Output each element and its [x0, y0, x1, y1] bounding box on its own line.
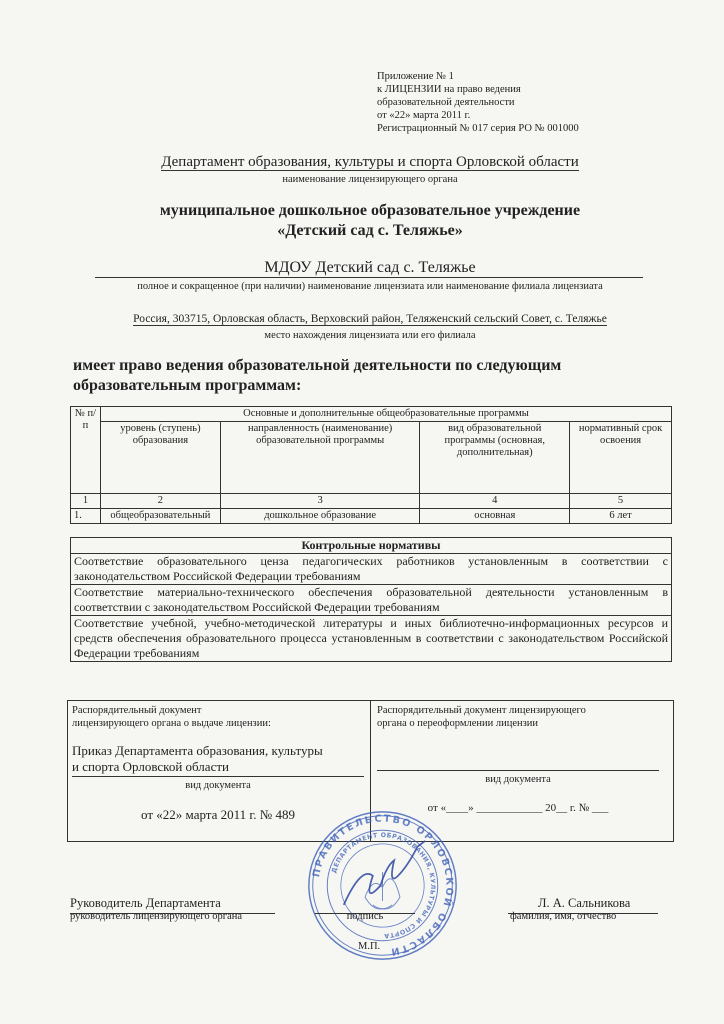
- index-cell: 4: [420, 494, 570, 509]
- issue-doc-underline: [72, 776, 364, 777]
- appendix-line: от «22» марта 2011 г.: [377, 110, 471, 121]
- licensing-org-name: [70, 154, 670, 171]
- issue-doc-title-line: лицензирующего органа о выдаче лицензии:: [72, 718, 271, 729]
- reissue-doc-caption: вид документа: [485, 774, 551, 785]
- rights-heading: [73, 356, 693, 396]
- index-cell: 1: [71, 494, 101, 509]
- appendix-line: к ЛИЦЕНЗИИ на право ведения: [377, 84, 521, 95]
- name-caption: фамилия, имя, отчество: [510, 911, 617, 922]
- issue-doc-name-line: Приказ Департамента образования, культуры: [72, 743, 323, 758]
- column-header-direction: направленность (наименование) образовательной программы: [220, 422, 420, 494]
- norm-item: Соответствие образовательного ценза педагогических работников установленным в соответствии с законодательством Российской Федерации требованиям: [71, 554, 672, 585]
- issue-doc-name: [72, 743, 368, 775]
- index-cell: 3: [220, 494, 420, 509]
- appendix-line: Регистрационный № 017 серия РО № 001000: [377, 123, 579, 134]
- institution-name: [60, 201, 680, 241]
- index-cell: 2: [100, 494, 220, 509]
- reissue-doc-title-line: Распорядительный документ лицензирующего: [377, 705, 586, 716]
- reissue-doc-date: от «____» ____________ 20__ г. № ___: [427, 802, 609, 814]
- table-row: [71, 509, 672, 524]
- issue-doc-title-line: Распорядительный документ: [72, 705, 202, 716]
- table-cell: общеобразовательный: [100, 509, 220, 524]
- appendix-line: образовательной деятельности: [377, 97, 515, 108]
- table-cell: 1.: [71, 509, 101, 524]
- licensee-address: [70, 313, 670, 325]
- stamp-place-label: М.П.: [358, 941, 381, 952]
- num-header-cell: № п/п: [71, 407, 101, 494]
- seal-inner-text: ДЕПАРТАМЕНТ ОБРАЗОВАНИЯ, КУЛЬТУРЫ И СПОРТА: [330, 832, 436, 939]
- column-header-term: нормативный срок освоения: [570, 422, 672, 494]
- signer-position: Руководитель Департамента: [70, 896, 221, 910]
- address-caption: место нахождения лицензиата или его филиала: [264, 330, 476, 341]
- seal-outer-text: ПРАВИТЕЛЬСТВО ОРЛОВСКОЙ ОБЛАСТИ: [311, 813, 455, 958]
- short-name-underline: [95, 277, 643, 278]
- table-cell: дошкольное образование: [220, 509, 420, 524]
- norm-item: Соответствие материально-технического обеспечения образовательной деятельности установленным в соответствии с законодательством Российской Федерации требованиям: [71, 585, 672, 616]
- reissue-doc-underline: [377, 770, 659, 771]
- issue-doc-name-line: и спорта Орловской области: [72, 759, 229, 774]
- norms-header: Контрольные нормативы: [71, 538, 672, 554]
- issue-doc-date: от «22» марта 2011 г. № 489: [141, 807, 295, 822]
- institution-line: «Детский сад с. Теляжье»: [277, 222, 463, 239]
- norm-item: Соответствие учебной, учебно-методической литературы и иных библиотечно-информационных ресурсов и средств обеспечения образовательного процесса установленным в соответствии с законодательством Российской Федерации требованиям: [71, 616, 672, 662]
- column-header-level: уровень (ступень) образования: [100, 422, 220, 494]
- appendix-line: Приложение № 1: [377, 71, 454, 82]
- institution-line: муниципальное дошкольное образовательное учреждение: [159, 202, 581, 219]
- short-name-caption: полное и сокращенное (при наличии) наименование лицензиата или наименование филиала лицензиата: [137, 281, 603, 292]
- table-header-row: [71, 422, 672, 494]
- issue-doc-caption: вид документа: [185, 780, 251, 791]
- control-norms-table: [70, 537, 672, 662]
- licensing-org-caption: наименование лицензирующего органа: [282, 174, 458, 185]
- rights-line: имеет право ведения образовательной деятельности по следующим: [73, 357, 562, 374]
- rights-line: образовательным программам:: [73, 377, 302, 394]
- signature-caption: подпись: [346, 911, 384, 922]
- appendix-block: [377, 70, 697, 135]
- position-caption: руководитель лицензирующего органа: [70, 911, 243, 922]
- reissue-doc-title-line: органа о переоформлении лицензии: [377, 718, 539, 729]
- issue-doc-title: [72, 704, 362, 730]
- reissue-doc-title: [377, 704, 667, 730]
- group-header-cell: Основные и дополнительные общеобразовательные программы: [100, 407, 671, 422]
- licensing-org-value: Департамент образования, культуры и спорта Орловской области: [161, 154, 579, 170]
- programs-table: [70, 406, 672, 524]
- licensee-short-name: МДОУ Детский сад с. Теляжье: [264, 259, 476, 276]
- column-header-type: вид образовательной программы (основная, дополнительная): [420, 422, 570, 494]
- address-value: Россия, 303715, Орловская область, Верховский район, Теляженский сельский Совет, с. Теляжье: [133, 313, 607, 325]
- table-index-row: [71, 494, 672, 509]
- table-cell: 6 лет: [570, 509, 672, 524]
- index-cell: 5: [570, 494, 672, 509]
- official-seal-icon: [305, 808, 460, 963]
- table-header-row: [71, 407, 672, 422]
- signer-name: Л. А. Сальникова: [538, 896, 631, 910]
- table-cell: основная: [420, 509, 570, 524]
